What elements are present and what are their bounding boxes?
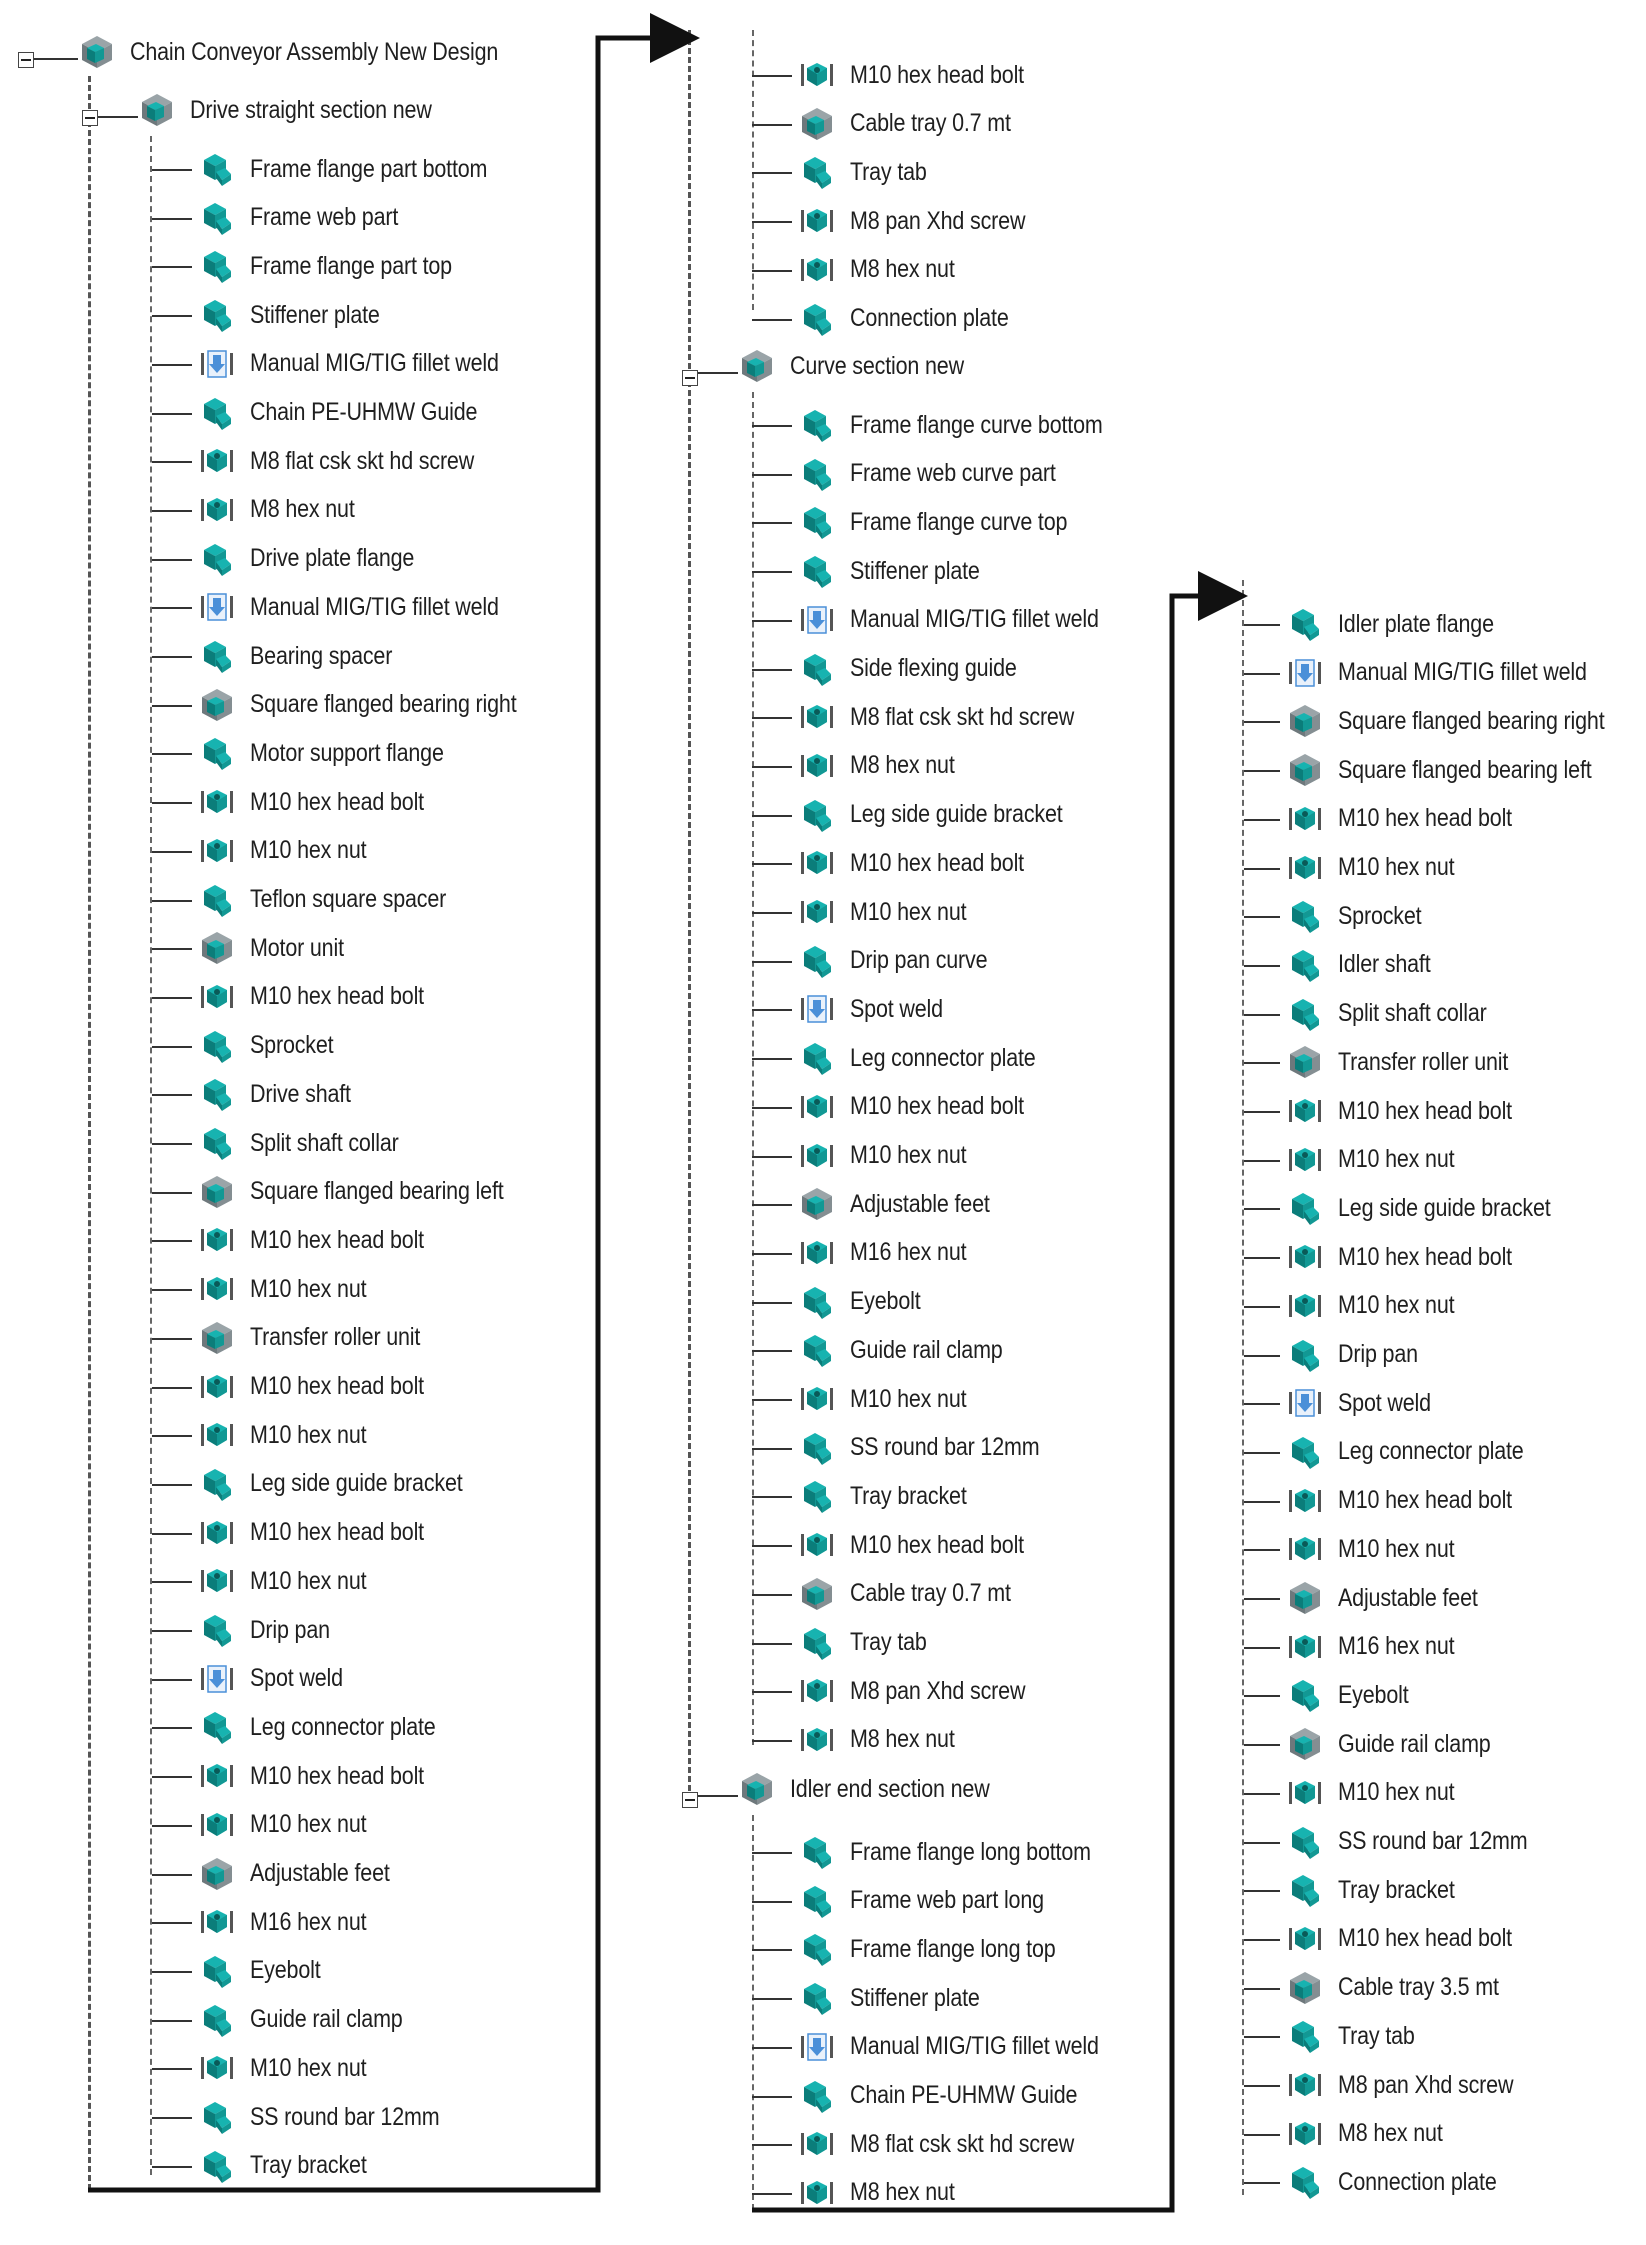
node-label: M8 pan Xhd screw <box>850 1676 1026 1705</box>
node-label: Drive plate flange <box>250 544 415 573</box>
node-label: M10 hex nut <box>250 836 367 865</box>
node-label: Leg connector plate <box>250 1712 436 1741</box>
node-label: Teflon square spacer <box>250 885 447 913</box>
node-label: M10 hex nut <box>1338 1145 1455 1174</box>
node-label: Sprocket <box>1338 901 1422 930</box>
node-label: Frame flange part top <box>250 251 452 280</box>
node-label: M10 hex nut <box>1338 1534 1455 1563</box>
node-label: M16 hex nut <box>250 1907 367 1936</box>
node-label: M10 hex nut <box>250 1274 367 1303</box>
node-label: Drip pan curve <box>850 946 988 975</box>
node-label: M10 hex nut <box>850 1384 967 1413</box>
node-label: M10 hex head bolt <box>250 982 424 1011</box>
node-label: Leg side guide bracket <box>250 1469 463 1498</box>
node-label: M16 hex nut <box>850 1238 967 1267</box>
node-label: M10 hex head bolt <box>250 787 424 816</box>
node-label: Drip pan <box>1338 1340 1418 1368</box>
node-label: Stiffener plate <box>250 300 380 329</box>
node-label: Manual MIG/TIG fillet weld <box>250 592 499 621</box>
node-label: Guide rail clamp <box>850 1335 1003 1364</box>
node-label: Tray tab <box>850 157 927 186</box>
node-label: M8 hex nut <box>850 1725 955 1754</box>
node-label: Frame flange curve top <box>850 507 1068 536</box>
node-label: M10 hex nut <box>1338 853 1455 881</box>
continuation-arrow-1 <box>88 38 690 2190</box>
node-label: Cable tray 3.5 mt <box>1338 1973 1499 2002</box>
node-label: M10 hex nut <box>850 897 967 926</box>
node-label: Split shaft collar <box>1338 999 1487 1028</box>
node-label: Transfer roller unit <box>250 1323 421 1352</box>
node-label: SS round bar 12mm <box>250 2102 440 2131</box>
node-label: Drive straight section new <box>190 95 432 124</box>
node-label: M8 hex nut <box>1338 2119 1443 2148</box>
node-label: Square flanged bearing left <box>1338 755 1592 784</box>
node-label: Leg connector plate <box>850 1043 1036 1072</box>
node-label: Leg side guide bracket <box>850 800 1063 829</box>
node-label: M8 pan Xhd screw <box>1338 2070 1514 2099</box>
node-label: Connection plate <box>1338 2167 1497 2196</box>
node-label: Adjustable feet <box>850 1189 990 1218</box>
node-label: Split shaft collar <box>250 1128 399 1157</box>
node-label: SS round bar 12mm <box>1338 1827 1528 1855</box>
node-label: Tray bracket <box>250 2151 367 2180</box>
node-label: Spot weld <box>250 1664 343 1693</box>
node-label: M10 hex head bolt <box>250 1225 424 1254</box>
node-label: M10 hex nut <box>1338 1778 1455 1807</box>
node-label: SS round bar 12mm <box>850 1433 1040 1462</box>
node-label: M8 flat csk skt hd screw <box>850 702 1075 731</box>
node-label: Curve section new <box>790 351 964 380</box>
node-label: Chain Conveyor Assembly New Design <box>130 37 499 66</box>
node-label: Frame web part <box>250 203 399 232</box>
node-label: Bearing spacer <box>250 641 393 670</box>
node-label: M10 hex head bolt <box>250 1761 424 1790</box>
node-label: M8 hex nut <box>850 2178 955 2207</box>
node-label: Sprocket <box>250 1031 334 1060</box>
node-label: M8 hex nut <box>850 255 955 284</box>
node-label: Eyebolt <box>1338 1680 1409 1709</box>
node-label: Connection plate <box>850 304 1009 332</box>
node-label: Idler end section new <box>790 1774 990 1803</box>
node-label: M8 hex nut <box>850 751 955 780</box>
node-label: M10 hex head bolt <box>1338 1096 1512 1125</box>
node-label: Eyebolt <box>850 1287 921 1316</box>
node-label: Frame flange long bottom <box>850 1837 1091 1866</box>
node-label: M10 hex head bolt <box>850 60 1024 89</box>
node-label: Guide rail clamp <box>250 2005 403 2034</box>
node-label: Stiffener plate <box>850 1983 980 2012</box>
node-label: Manual MIG/TIG fillet weld <box>850 605 1099 634</box>
node-label: Manual MIG/TIG fillet weld <box>850 2032 1099 2061</box>
node-label: M10 hex head bolt <box>250 1372 424 1400</box>
node-label: Chain PE-UHMW Guide <box>250 398 478 426</box>
node-label: Chain PE-UHMW Guide <box>850 2081 1078 2109</box>
node-label: Leg connector plate <box>1338 1437 1524 1466</box>
node-label: Adjustable feet <box>1338 1583 1478 1612</box>
node-label: Frame flange part bottom <box>250 154 488 183</box>
node-label: M10 hex head bolt <box>1338 1486 1512 1515</box>
node-label: Transfer roller unit <box>1338 1047 1509 1076</box>
node-label: M8 hex nut <box>250 495 355 524</box>
node-label: Leg side guide bracket <box>1338 1193 1551 1222</box>
node-label: Tray bracket <box>1338 1875 1455 1904</box>
node-label: Spot weld <box>850 994 943 1023</box>
node-label: Motor unit <box>250 933 344 962</box>
node-label: M8 pan Xhd screw <box>850 206 1026 235</box>
node-label: Adjustable feet <box>250 1859 390 1887</box>
node-label: Idler shaft <box>1338 950 1431 979</box>
node-label: Eyebolt <box>250 1956 321 1985</box>
node-label: M8 flat csk skt hd screw <box>250 446 475 475</box>
node-label: Frame web curve part <box>850 459 1056 488</box>
node-label: M10 hex nut <box>250 1566 367 1595</box>
node-label: M16 hex nut <box>1338 1632 1455 1661</box>
node-label: Stiffener plate <box>850 556 980 585</box>
node-label: Tray bracket <box>850 1481 967 1510</box>
node-label: M10 hex nut <box>1338 1291 1455 1320</box>
node-label: M8 flat csk skt hd screw <box>850 2129 1075 2158</box>
node-label: M10 hex nut <box>250 1810 367 1839</box>
node-label: M10 hex nut <box>850 1141 967 1169</box>
node-label: Tray tab <box>850 1628 927 1656</box>
node-label: M10 hex head bolt <box>1338 804 1512 833</box>
node-label: Frame flange long top <box>850 1934 1056 1963</box>
node-label: Tray tab <box>1338 2021 1415 2050</box>
continuation-arrow-2 <box>752 596 1238 2210</box>
node-label: Idler plate flange <box>1338 609 1494 638</box>
node-label: Drip pan <box>250 1615 330 1644</box>
node-label: Guide rail clamp <box>1338 1729 1491 1758</box>
node-label: M10 hex head bolt <box>1338 1924 1512 1953</box>
node-label: M10 hex nut <box>250 1420 367 1449</box>
node-label: Side flexing guide <box>850 654 1017 682</box>
node-label: Frame flange curve bottom <box>850 410 1103 439</box>
node-label: M10 hex head bolt <box>850 848 1024 877</box>
node-label: M10 hex head bolt <box>1338 1242 1512 1271</box>
node-label: Square flanged bearing right <box>250 690 517 719</box>
node-label: Cable tray 0.7 mt <box>850 1579 1011 1608</box>
node-label: Spot weld <box>1338 1388 1431 1417</box>
node-label: M10 hex head bolt <box>850 1092 1024 1121</box>
node-label: Square flanged bearing right <box>1338 706 1605 735</box>
node-label: M10 hex head bolt <box>250 1518 424 1547</box>
node-label: Manual MIG/TIG fillet weld <box>1338 658 1587 687</box>
node-label: Square flanged bearing left <box>250 1177 504 1206</box>
node-label: Drive shaft <box>250 1079 351 1108</box>
node-label: Frame web part long <box>850 1886 1044 1915</box>
node-label: M10 hex nut <box>250 2053 367 2082</box>
node-label: Motor support flange <box>250 738 444 767</box>
node-label: Cable tray 0.7 mt <box>850 109 1011 138</box>
node-label: M10 hex head bolt <box>850 1530 1024 1559</box>
node-label: Manual MIG/TIG fillet weld <box>250 349 499 378</box>
